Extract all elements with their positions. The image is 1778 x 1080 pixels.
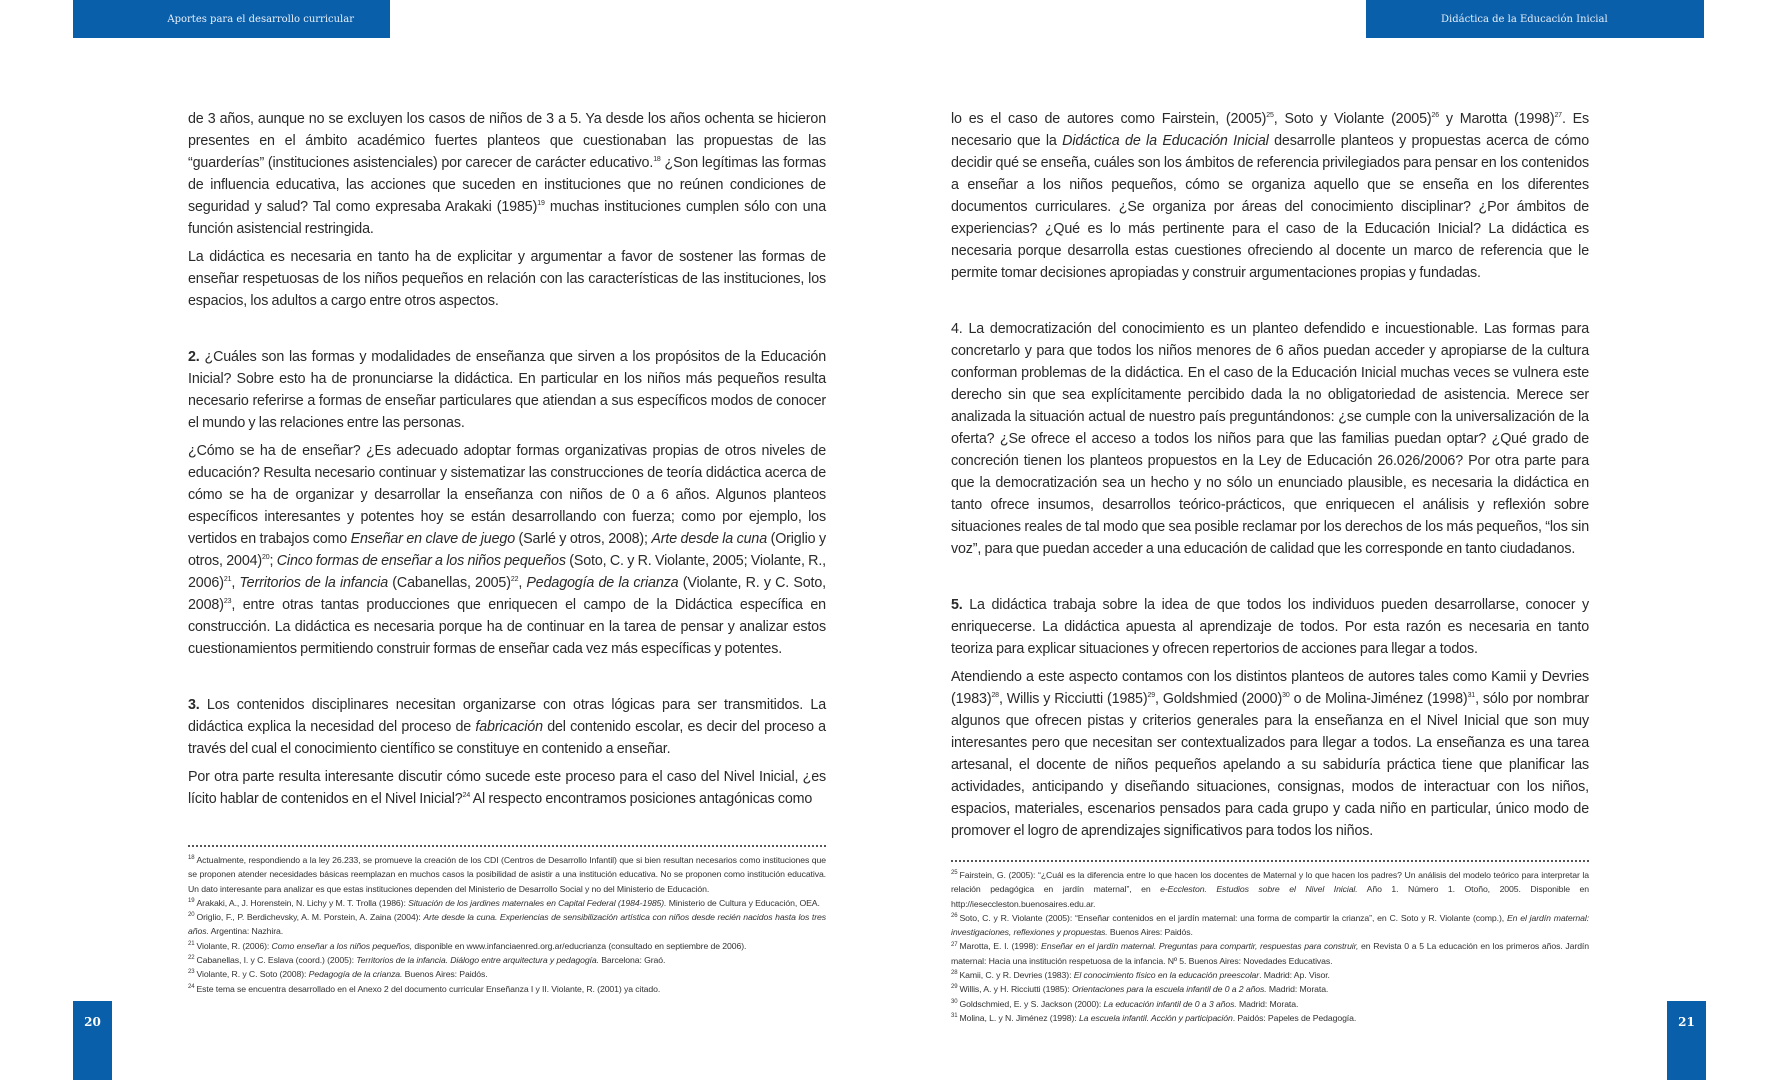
page-number-left: [73, 1001, 112, 1080]
footnote-ref: 29: [1147, 692, 1155, 700]
text-run: Soto, C. y R. Violante (2005): “Enseñar contenidos en el jardín maternal: una forma de compartir la crianza”, en C. Soto y R. Violante (comp.),: [959, 912, 1507, 923]
text-run: , Willis y Ricciutti (1985): [998, 691, 1148, 707]
text-run: Willis, A. y H. Ricciutti (1985):: [959, 984, 1072, 995]
text-run: Año 1. Número 1. Otoño, 2005. Disponible en http://ieseccleston.buenosaires.edu.ar.: [951, 884, 1589, 909]
text-run: Este tema se encuentra desarrollado en el Anexo 2 del documento curricular Enseñanza I y II. Violante, R. (2001) ya citado.: [196, 983, 661, 994]
footnote: [951, 997, 1589, 1011]
right-page-body: [951, 108, 1589, 842]
footnote-ref: 19: [537, 200, 545, 208]
text-run: ;: [269, 553, 277, 569]
footnote-ref: 27: [1554, 112, 1562, 120]
footnote: [951, 982, 1589, 996]
header-title-right: Didáctica de la Educación Inicial: [1441, 13, 1608, 25]
footnote: [188, 967, 826, 981]
footnote-ref: 30: [951, 998, 958, 1005]
text-run: desarrolle planteos y propuestas acerca de cómo decidir qué se enseña, cuáles son los ámbitos de referencia privilegiados para pensar en los contenidos a enseñar a los niños pequeños, cómo se organiza aquello que se enseña en los diferentes documentos curriculares. ¿Se organiza por áreas del conocimiento disciplinar? ¿Por ámbitos de experiencias? ¿Qué es lo más pertinente para el caso de la Educación Inicial? La didáctica es necesaria porque desarrolla estas cuestiones ofreciendo al docente un marco de referencia que le permite tomar decisiones apropiadas y construir argumentaciones propias y fundadas.: [951, 133, 1589, 281]
italic-text: Cinco formas de enseñar a los niños pequeños: [276, 553, 566, 569]
italic-text: Enseñar en clave de juego: [350, 531, 515, 547]
footnote-separator: [188, 845, 826, 850]
footnote-ref: 24: [188, 983, 195, 990]
italic-text: Pedagogía de la crianza: [526, 575, 679, 591]
text-run: ¿Cuáles son las formas y modalidades de enseñanza que sirven a los propósitos de la Educación Inicial? Sobre esto ha de pronunciarse la didáctica. En particular en los niños más pequeños resulta necesario referirse a formas de enseñar particulares que atiendan a sus específicos modos de conocer el mundo y las relaciones entre las personas.: [188, 349, 826, 431]
footnote: [951, 868, 1589, 911]
text-run: Buenos Aires: Paidós.: [1107, 927, 1193, 938]
footnote: [188, 953, 826, 967]
text-run: Violante, R. y C. Soto (2008):: [196, 969, 309, 980]
footnote: [188, 982, 826, 996]
text-run: Marotta, E. I. (1998):: [959, 941, 1042, 952]
footnote: [188, 910, 826, 939]
text-run: Ministerio de Cultura y Educación, OEA.: [666, 897, 820, 908]
italic-text: e-Eccleston. Estudios sobre el Nivel Inicial.: [1160, 884, 1358, 895]
text-run: Kamii, C. y R. Devries (1983):: [959, 970, 1074, 981]
section-paragraph: [188, 694, 826, 760]
section-paragraph: [951, 318, 1589, 560]
text-run: . Paidós: Papeles de Pedagogía.: [1232, 1012, 1357, 1023]
paragraph: [951, 108, 1589, 284]
text-run: Origlio, F., P. Berdichevsky, A. M. Porstein, A. Zaina (2004):: [196, 912, 424, 923]
footnote-ref: 29: [951, 984, 958, 991]
italic-text: Como enseñar a los niños pequeños,: [271, 940, 413, 951]
text-run: Atendiendo a este aspecto contamos con los distintos planteos de autores tales como Kamii y Devries (1983): [951, 669, 1589, 707]
footnote-ref: 25: [951, 870, 958, 877]
footnote-ref: 30: [1282, 692, 1290, 700]
text-run: , Soto y Violante (2005): [1273, 111, 1432, 127]
page-number-label: 20: [84, 1015, 101, 1029]
paragraph: [188, 246, 826, 312]
text-run: Goldschmied, E. y S. Jackson (2000):: [959, 998, 1104, 1009]
italic-text: Territorios de la infancia. Diálogo entre arquitectura y pedagogía.: [356, 955, 599, 966]
footnote-list: [951, 868, 1589, 1025]
text-run: Actualmente, respondiendo a la ley 26.233, se promueve la creación de los CDI (Centros de Desarrollo Infantil) que si bien resultan necesarios como instituciones que se proponen atender necesidades básicas reemplazan en muchos casos la posibilidad de asistir a una institución educativa. No se proponen como institución educativa. Un dato interesante para analizar es que estas instituciones dependen del Ministerio de Desarrollo Social y no del Ministerio de Educación.: [188, 855, 826, 894]
footnote-ref: 20: [188, 912, 195, 919]
text-run: Argentina: Nazhira.: [208, 926, 284, 937]
section-number: 3.: [188, 697, 200, 713]
footnote-ref: 21: [223, 576, 232, 584]
footnote: [951, 1011, 1589, 1025]
italic-text: Situación de los jardines maternales en Capital Federal (1984-1985).: [408, 897, 667, 908]
footnote-ref: 28: [951, 970, 958, 977]
footnote-ref: 20: [262, 554, 270, 562]
text-run: Fairstein, G. (2005): “¿Cuál es la diferencia entre lo que hacen los docentes de Maternal y lo que hacen los padres? Un análisis del modelo teórico para interpretar la relación pedagógica en jardín maternal”, en: [951, 870, 1589, 895]
footnote-list: [188, 853, 826, 996]
footnote-ref: 25: [1266, 112, 1274, 120]
italic-text: La educación infantil de 0 a 3 años.: [1103, 998, 1237, 1009]
text-run: La didáctica trabaja sobre la idea de que todos los individuos pueden desarrollarse, conocer y enriquecerse. La didáctica apuesta al aprendizaje de todos. Por esta razón es necesaria en tanto teoriza para explicar situaciones y ofrecen repertorios de acciones para llegar a todos.: [951, 597, 1589, 657]
footnote-ref: 18: [188, 855, 195, 862]
footnote-ref: 27: [951, 941, 958, 948]
text-run: (Soto, C. y R. Violante, 2005; Violante, R., 2006): [188, 553, 826, 591]
text-run: , Goldshmied (2000): [1154, 691, 1283, 707]
footnote: [188, 896, 826, 910]
text-run: disponible en www.infanciaenred.org.ar/educrianza (consultado en septiembre de 2006).: [412, 940, 747, 951]
footnote-ref: 28: [991, 692, 999, 700]
paragraph: [188, 108, 826, 240]
text-run: o de Molina-Jiménez (1998): [1289, 691, 1468, 707]
footnote-ref: 19: [188, 898, 195, 904]
paragraph: [188, 440, 826, 660]
text-run: Madrid: Morata.: [1236, 998, 1299, 1009]
page-number-right: [1667, 1001, 1706, 1080]
text-run: lo es el caso de autores como Fairstein, (2005): [951, 111, 1267, 127]
text-run: Barcelona: Graó.: [598, 955, 666, 966]
text-run: ¿Cómo se ha de enseñar? ¿Es adecuado adoptar formas organizativas propias de otros niveles de educación? Resulta necesario continuar y sistematizar las construcciones de teoría didáctica acerca de cómo se ha de organizar y desarrollar la enseñanza con niños de 0 a 6 años. Algunos planteos específicos interesantes y potentes hoy se están desarrollando con fuerza; como por ejemplo, los vertidos en trabajos como: [188, 443, 826, 547]
running-header-left: [73, 0, 390, 38]
text-run: , entre otras tantas producciones que enriquecen el campo de la Didáctica específica en construcción. La didáctica es necesaria porque ha de continuar en la tarea de pensar y analizar estos cuestionamientos permitiendo construir formas de enseñar cada vez más específicas y potentes.: [188, 597, 826, 657]
section-number: 2.: [188, 349, 200, 365]
text-run: Madrid: Morata.: [1266, 984, 1329, 995]
italic-text: fabricación: [475, 719, 543, 735]
footnote-ref: 22: [188, 955, 195, 962]
footnote-ref: 24: [462, 792, 471, 800]
text-run: y Marotta (1998): [1439, 111, 1555, 127]
text-run: Cabanellas, I. y C. Eslava (coord.) (2005):: [196, 955, 357, 966]
text-run: (Cabanellas, 2005): [388, 575, 511, 591]
footnote-ref: 18: [653, 156, 661, 164]
italic-text: Didáctica de la Educación Inicial: [1062, 133, 1269, 149]
text-run: . Madrid: Ap. Visor.: [1259, 970, 1330, 981]
section-number: 5.: [951, 597, 963, 613]
text-run: en Revista 0 a 5 La educación en los primeros años. Jardín maternal: Hacia una institución respetuosa de la infancia. Nº 5. Buenos Aires: Novedades Educativas.: [951, 941, 1589, 966]
right-page-footnotes: [951, 860, 1589, 1025]
text-run: de 3 años, aunque no se excluyen los casos de niños de 3 a 5. Ya desde los años ochenta se hicieron presentes en el ámbito académico fuertes planteos que cuestionaban las propuestas de las “guarderías” (instituciones asistenciales) por carecer de carácter educativo.: [188, 111, 826, 171]
footnote: [951, 939, 1589, 968]
footnote-ref: 22: [510, 576, 519, 584]
italic-text: El conocimiento físico en la educación preescolar: [1073, 970, 1260, 981]
text-run: Arakaki, A., J. Horenstein, N. Lichy y M. T. Trolla (1986):: [196, 897, 409, 908]
page-number-label: 21: [1678, 1015, 1695, 1029]
footnote: [188, 853, 826, 896]
footnote-ref: 21: [188, 940, 195, 947]
paragraph: [188, 766, 826, 810]
running-header-right: [1366, 0, 1704, 38]
text-run: (Violante, R. y C. Soto, 2008): [188, 575, 826, 613]
text-run: ,: [231, 575, 240, 591]
left-page-footnotes: [188, 845, 826, 996]
footnote: [188, 939, 826, 953]
footnote-ref: 26: [951, 913, 958, 919]
paragraph: [951, 666, 1589, 842]
text-run: ,: [518, 575, 527, 591]
header-title-left: Aportes para el desarrollo curricular: [167, 13, 354, 25]
text-run: . Es necesario que la: [951, 111, 1590, 149]
footnote: [951, 911, 1589, 940]
text-run: La didáctica es necesaria en tanto ha de explicitar y argumentar a favor de sostener las formas de enseñar respetuosas de los niños pequeños en relación con las características de las instituciones, los espacios, los adultos a cargo entre otros aspectos.: [188, 249, 826, 309]
footnote-ref: 31: [1467, 692, 1476, 700]
footnote-ref: 23: [223, 598, 232, 606]
italic-text: Arte desde la cuna. Experiencias de sensibilización artística con niños desde recién nacidos hasta los tres años.: [188, 912, 826, 937]
text-run: (Sarlé y otros, 2008);: [515, 531, 652, 547]
footnote-ref: 26: [1431, 112, 1439, 120]
text-run: del contenido escolar, es decir del proceso a través del cual el conocimiento científico se constituye en contenido a enseñar.: [188, 719, 826, 757]
footnote: [951, 968, 1589, 982]
text-run: Molina, L. y N. Jiménez (1998):: [959, 1012, 1079, 1023]
italic-text: Territorios de la infancia: [239, 575, 389, 591]
text-run: 4. La democratización del conocimiento es un planteo defendido e incuestionable. Las formas para concretarlo y para que todos los niños menores de 6 años puedan acceder y apropiarse de la cultura conforman problemas de la didáctica. En el caso de la Educación Inicial muchas veces se vulnera este derecho sin que sea explícitamente percibido dada la no obligatoriedad de asistencia. Merece ser analizada la situación actual de nuestro país preguntándonos: ¿se cumple con la universalización de la oferta? ¿Se ofrece el acceso a todos los niños para que las familias puedan optar? ¿Qué grado de concreción tienen los planteos propuestos en la Ley de Educación 26.026/2006? Por otra parte para que la democratización sea un hecho y no sólo un enunciado plausible, es necesaria la didáctica en tanto ofrece insumos, desarrollos teórico-prácticos, que enriquecen el análisis y reflexión sobre situaciones reales de tal modo que sea posible reclamar por los derechos de los más pequeños, “los sin voz”, para que puedan acceder a una educación de calidad que les corresponde en tanto ciudadanos.: [951, 321, 1589, 557]
text-run: , sólo por nombrar algunos que ofrecen pistas y criterios generales para la enseñanza en el Nivel Inicial que son muy interesantes pero que necesitan ser contextualizados para llegar a todos. La enseñanza es una tarea artesanal, el docente de niños pequeños apelando a su sabiduría práctica tiene que planificar las actividades, anticipando y diseñando situaciones, consignas, modos de interactuar con los niños, espacios, materiales, escenarios pensados para cada grupo y cada niño en particular, único modo de promover el logro de aprendizajes significativos para todos los niños.: [951, 691, 1590, 839]
italic-text: En el jardín maternal: investigaciones, reflexiones y propuestas.: [951, 912, 1590, 938]
italic-text: Arte desde la cuna: [651, 531, 768, 547]
text-run: Al respecto encontramos posiciones antagónicas como: [470, 791, 813, 807]
footnote-ref: 23: [188, 969, 195, 976]
text-run: (Origlio y otros, 2004): [188, 531, 826, 569]
text-run: muchas instituciones cumplen sólo con una función asistencial restringida.: [188, 199, 826, 237]
italic-text: Orientaciones para la escuela infantil de 0 a 2 años.: [1071, 984, 1267, 995]
section-paragraph: [188, 346, 826, 434]
footnote-separator: [951, 860, 1589, 865]
text-run: Buenos Aires: Paidós.: [402, 969, 488, 980]
text-run: Violante, R. (2006):: [196, 940, 272, 951]
italic-text: Pedagogía de la crianza.: [308, 969, 403, 980]
italic-text: Enseñar en el jardín maternal. Preguntas para compartir, respuestas para construir,: [1041, 941, 1359, 952]
italic-text: La escuela infantil. Acción y participación: [1078, 1012, 1233, 1023]
footnote-ref: 31: [951, 1013, 958, 1020]
text-run: Los contenidos disciplinares necesitan organizarse con otras lógicas para ser transmitidos. La didáctica explica la necesidad del proceso de: [188, 697, 826, 735]
section-paragraph: [951, 594, 1589, 660]
left-page-body: [188, 108, 826, 810]
text-run: Por otra parte resulta interesante discutir cómo sucede este proceso para el caso del Nivel Inicial, ¿es lícito hablar de contenidos en el Nivel Inicial?: [188, 769, 826, 807]
text-run: ¿Son legítimas las formas de influencia educativa, las acciones que suceden en instituciones que no reúnen condiciones de seguridad y salud? Tal como expresaba Arakaki (1985): [188, 155, 826, 215]
